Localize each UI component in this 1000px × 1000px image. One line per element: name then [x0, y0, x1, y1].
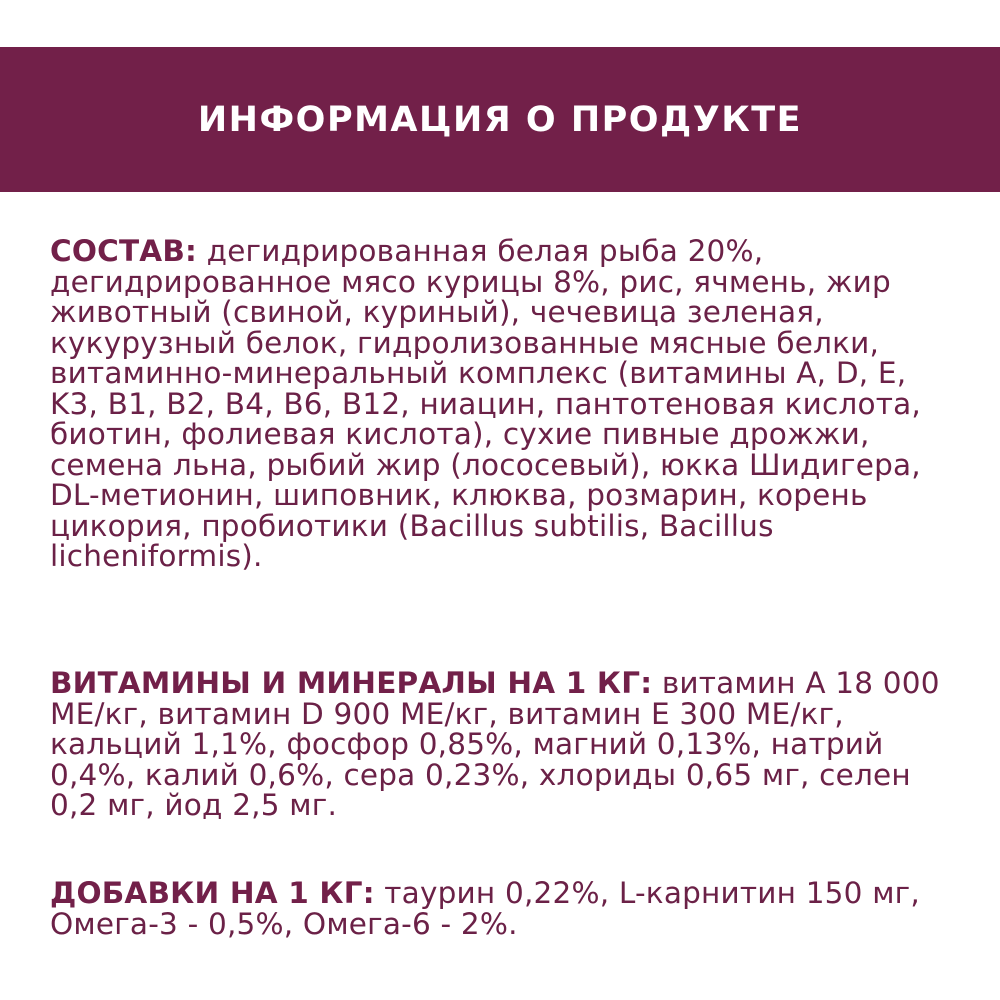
composition-label: СОСТАВ: [50, 234, 198, 268]
vitamins-section [50, 668, 950, 821]
composition-text: дегидрированная белая рыба 20%, дегидрированное мясо курицы 8%, рис, ячмень, жир животный (свиной, куриный), чечевица зеленая, кукурузный белок, гидролизованные мясные белки, витаминно-минеральный комплекс (витамины A, D, E, K3, B1, B2, B4, B6, B12, ниацин, пантотеновая кислота, биотин, фолиевая кислота), сухие пивные дрожжи, семена льна, рыбий жир (лососевый), юкка Шидигера, DL-метионин, шиповник, клюква, розмарин, корень цикория, пробиотики (Bacillus subtilis, Bacillus licheniformis). [50, 234, 921, 573]
composition-section [50, 236, 950, 572]
additives-section [50, 878, 950, 939]
page-title: ИНФОРМАЦИЯ О ПРОДУКТЕ [197, 99, 803, 140]
additives-text: таурин 0,22%, L-карнитин 150 мг, Омега-3 - 0,5%, Омега-6 - 2%. [50, 876, 920, 941]
vitamins-text: витамин А 18 000 МЕ/кг, витамин D 900 МЕ/кг, витамин Е 300 МЕ/кг, кальций 1,1%, фосфор 0,85%, магний 0,13%, натрий 0,4%, калий 0,6%, сера 0,23%, хлориды 0,65 мг, селен 0,2 мг, йод 2,5 мг. [50, 666, 940, 822]
additives-label: ДОБАВКИ НА 1 КГ: [50, 876, 375, 910]
vitamins-label: ВИТАМИНЫ И МИНЕРАЛЫ НА 1 КГ: [50, 666, 653, 700]
header-banner [0, 47, 1000, 192]
